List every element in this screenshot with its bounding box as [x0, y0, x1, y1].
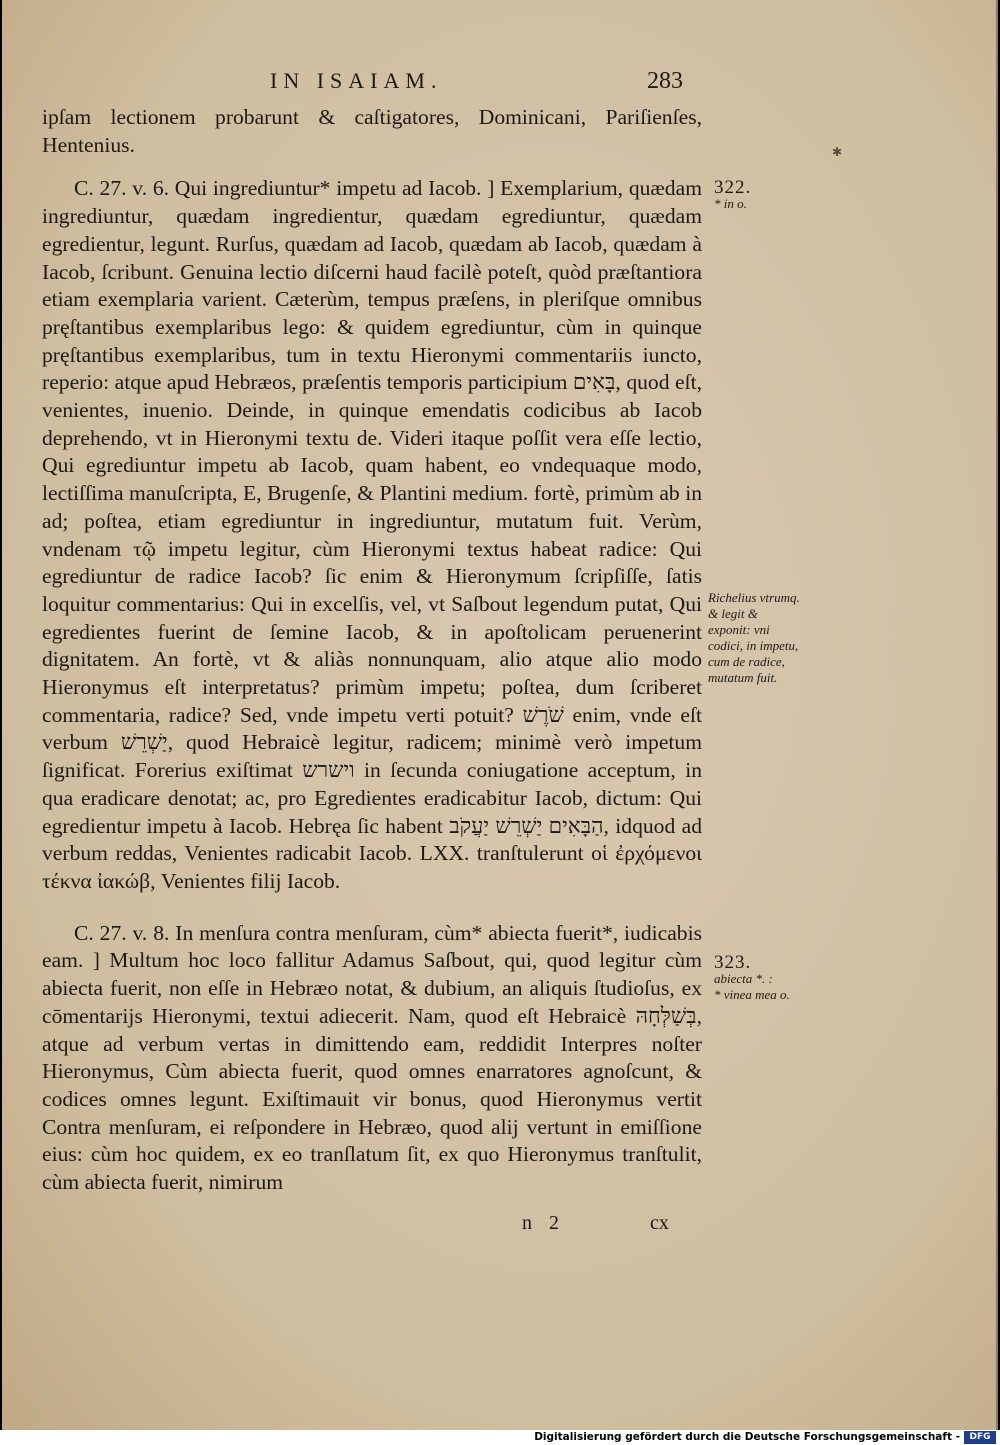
- margin-note-richelius: [708, 590, 800, 686]
- running-title: IN ISAIAM.: [270, 68, 443, 93]
- paragraph-commentary-27-6: C. 27. v. 6. Qui ingrediuntur* impetu ad Iacob. ] Exemplarium, quædam ingrediuntur, quædam ingredientur, quædam egrediuntur, quædam egredientur, legunt. Rurſus, quædam ad Iacob, quædam ab Iacob, quædam à Iacob, ſcribunt. Genuina lectio diſcerni haud facilè poteſt, quòd præſtantiora etiam exemplaria varient. Cæterùm, tempus præſens, in pleriſque omnibus pręſtantibus exemplaribus lego: & quidem egrediuntur, cùm in quinque pręſtantibus exemplaribus, tum in textu Hieronymi commentariis iuncto, reperio: atque apud Hebræos, præſentis temporis participium בָּאִים, quod eſt, venientes, inuenio. Deinde, in quinque emendatis codicibus ab Iacob deprehendo, vt in Hieronymi textu de. Videri itaque poſſit vera eſſe lectio, Qui egrediuntur impetu ab Iacob, quam habent, eo vndequaque modo, lectiſſima manuſcripta, E, Brugenſe, & Plantini medium. fortè, primùm ab in ad; poſtea, etiam egrediuntur in ingrediuntur, mutatum fuit. Verùm, vndenam τῷ impetu legitur, cùm Hieronymi textus habeat radice: Qui egrediuntur de radice Iacob? ſic enim & Hieronymum ſcripſiſſe, ſatis loquitur commentarius: Qui in excelſis, vel, vt Saſbout legendum putat, Qui egredientes fuerint de ſemine Iacob, & in apoſtolicam peruenerint dignitatem. An fortè, vt & aliàs nonnunquam, alio atque alio modo Hieronymus eſt interpretatus? primùm impetu; poſtea, dum ſcriberet commentaria, radice? Sed, vnde impetu verti potuit? שֹׁרֶשׁ enim, vnde eſt verbum יַשְׁרֵשׁ, quod Hebraicè legitur, radicem; minimè verò impetum ſignificat. Forerius exiſtimat וישרש in ſecunda coniugatione acceptum, in qua eradicare denotat; ac, pro Egredientes eradicabitur Iacob, dictum: Qui egredientur impetu à Iacob. Hebręa ſic habent הַבָּאִים יַשְׁרֵשׁ יַעֲקֹב, idquod ad verbum reddas, Venientes radicabit Iacob. LXX. tranſtulerunt οἱ ἐρχόμενοι τέκνα ἰακώβ, Venientes filij Iacob.: [42, 176, 703, 893]
- catchword: cx: [650, 1212, 669, 1234]
- margin-note-variant-2: * vinea mea o.: [714, 987, 790, 1002]
- margin-note-variant: * in o.: [714, 196, 747, 211]
- margin-note-number: 322.: [714, 177, 752, 198]
- margin-note-number: 323.: [714, 952, 752, 973]
- dfg-logo[interactable]: DFG: [964, 1431, 996, 1444]
- credit-bar: [0, 1430, 1000, 1445]
- margin-note-322: [714, 177, 804, 212]
- page-number: 283: [647, 68, 683, 94]
- margin-note-variant-1: abiecta *. :: [714, 971, 773, 986]
- signature-mark: n 2: [522, 1212, 565, 1234]
- paragraph-commentary-27-8: C. 27. v. 8. In menſura contra menſuram, cùm* abiecta fuerit*, iudicabis eam. ] Multum hoc loco fallitur Adamus Saſbout, qui, quod legitur cùm abiecta fuerit, non eſſe in Hebræo notat, & dubium, an aliquis ſtudioſus, ex cōmentarijs Hieronymi, textui adiecerit. Nam, quod eſt Hebraicè בְּשַׁלְּחָהּ, atque ad verbum vertas in dimittendo eam, reddidit Interpres noſter Hieronymus, Cùm abiecta fuerit, quod omnes enarratores agnoſcunt, & codices omnes legunt. Exiſtimauit vir bonus, quod Hieronymus vertit Contra menſuram, ei reſpondere in Hebræo, quod alij vertunt in emiſſione eius: cùm hoc quidem, ex eo tranſlatum ſit, ex quo Hieronymus tranſtulit, cùm abiecta fuerit, nimirum: [42, 920, 702, 1195]
- margin-note-323: [714, 952, 806, 1003]
- ink-speck: ✱: [832, 145, 843, 159]
- page-header: [2, 66, 996, 106]
- margin-note-text: Richelius vtrumq. & legit & exponit: vni codici, in impetu, cum de radice, mutatum fuit.: [708, 590, 800, 685]
- paragraph-continuation: ipſam lectionem probarunt & caſtigatores, Dominicani, Pariſienſes, Hentenius.: [42, 105, 702, 157]
- funding-credit: Digitalisierung gefördert durch die Deutsche Forschungsgemeinschaft -: [534, 1431, 960, 1443]
- book-page: [2, 0, 998, 1430]
- main-text: [42, 104, 702, 1197]
